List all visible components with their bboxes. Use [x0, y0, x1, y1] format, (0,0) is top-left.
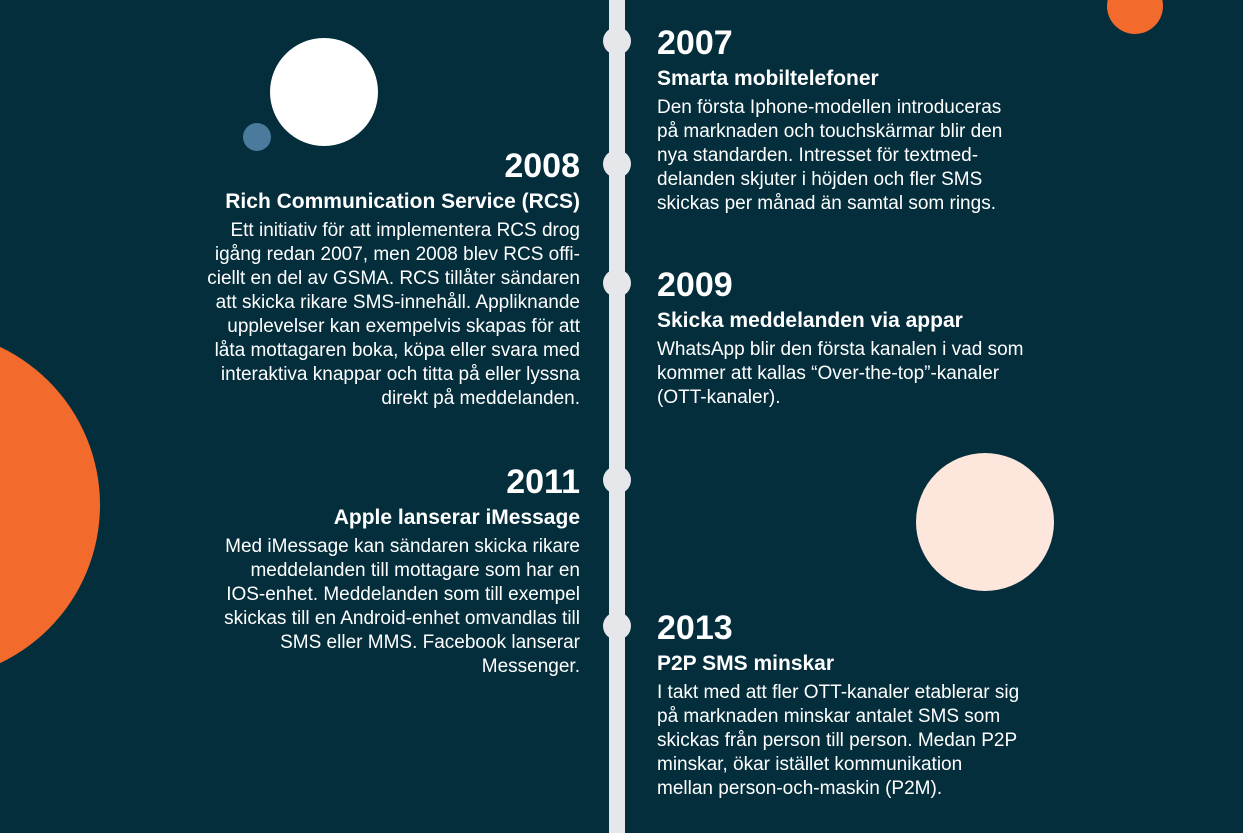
entry-year: 2013 [657, 609, 733, 647]
decorative-circle-white [270, 38, 378, 146]
entry-description-line: på marknaden minskar antalet SMS som [657, 706, 1001, 727]
timeline-entry-2007 [657, 24, 1002, 216]
entry-heading: Rich Communication Service (RCS) [225, 190, 580, 213]
entry-description-line: skickas per månad än samtal som rings. [657, 193, 996, 214]
entry-description-line: mellan person-och-maskin (P2M). [657, 778, 943, 799]
entry-year: 2007 [657, 24, 733, 62]
entry-description-line: låta mottagaren boka, köpa eller svara med [214, 340, 580, 361]
decorative-circle-orange-top [1107, 0, 1163, 34]
timeline-dot-2007 [603, 27, 631, 55]
entry-description-line: kommer att kallas “Over-the-top”-kanaler [657, 363, 1000, 384]
entry-description-line: direkt på meddelanden. [381, 388, 580, 409]
entry-description-line: att skicka rikare SMS-innehåll. Appliknande [215, 292, 580, 313]
entry-description-line: delanden skjuter i höjden och fler SMS [657, 169, 983, 190]
entry-year: 2011 [506, 463, 580, 501]
entry-description-line: interaktiva knappar och titta på eller lyssna [220, 364, 580, 385]
entry-description-line: Ett initiativ för att implementera RCS drog [230, 220, 580, 241]
entry-description-line: minskar, ökar istället kommunikation [657, 754, 963, 775]
entry-description-line: I takt med att fler OTT-kanaler etablerar sig [657, 682, 1020, 703]
entry-heading: P2P SMS minskar [657, 652, 835, 675]
entry-description-line: skickas från person till person. Medan P2P [657, 730, 1018, 751]
timeline-line [609, 0, 625, 833]
entry-description-line: skickas till en Android-enhet omvandlas till [224, 608, 580, 629]
timeline-entry-2008 [207, 147, 580, 411]
timeline-dot-2011 [603, 466, 631, 494]
entry-description [657, 338, 1023, 410]
entry-description-line: (OTT-kanaler). [657, 387, 781, 408]
timeline-entry-2009 [657, 266, 1023, 410]
entry-year: 2008 [504, 147, 580, 185]
entry-description [207, 219, 580, 411]
decorative-circle-peach [916, 453, 1054, 591]
timeline-entry-2013 [657, 609, 1019, 801]
entry-description-line: på marknaden och touchskärmar blir den [657, 121, 1003, 142]
entry-description-line: WhatsApp blir den första kanalen i vad som [657, 339, 1024, 360]
entry-description [657, 96, 1002, 216]
entry-description-line: IOS-enhet. Meddelanden som till exempel [226, 584, 580, 605]
entry-description-line: SMS eller MMS. Facebook lanserar [280, 632, 580, 653]
entry-description-line: igång redan 2007, men 2008 blev RCS offi- [214, 244, 580, 265]
entry-description-line: upplevelser kan exempelvis skapas för att [227, 316, 580, 337]
entry-description-line: Den första Iphone-modellen introduceras [657, 97, 1002, 118]
timeline-dot-2008 [603, 150, 631, 178]
timeline-entry-2011 [224, 463, 580, 679]
entry-description-line: nya standarden. Intresset för textmed- [657, 145, 979, 166]
timeline-dot-2013 [603, 612, 631, 640]
entry-heading: Smarta mobiltelefoner [657, 67, 879, 90]
entry-description-line: meddelanden till mottagare som har en [250, 560, 580, 581]
entry-year: 2009 [657, 266, 733, 304]
entry-description-line: ciellt en del av GSMA. RCS tillåter sändaren [207, 268, 580, 289]
decorative-circle-orange-left [0, 330, 100, 680]
entry-heading: Apple lanserar iMessage [333, 506, 580, 529]
timeline-dot-2009 [603, 269, 631, 297]
entry-description-line: Med iMessage kan sändaren skicka rikare [225, 536, 580, 557]
entry-description [224, 535, 580, 679]
entry-heading: Skicka meddelanden via appar [657, 309, 963, 332]
entry-description [657, 681, 1019, 801]
entry-description-line: Messenger. [481, 656, 580, 677]
